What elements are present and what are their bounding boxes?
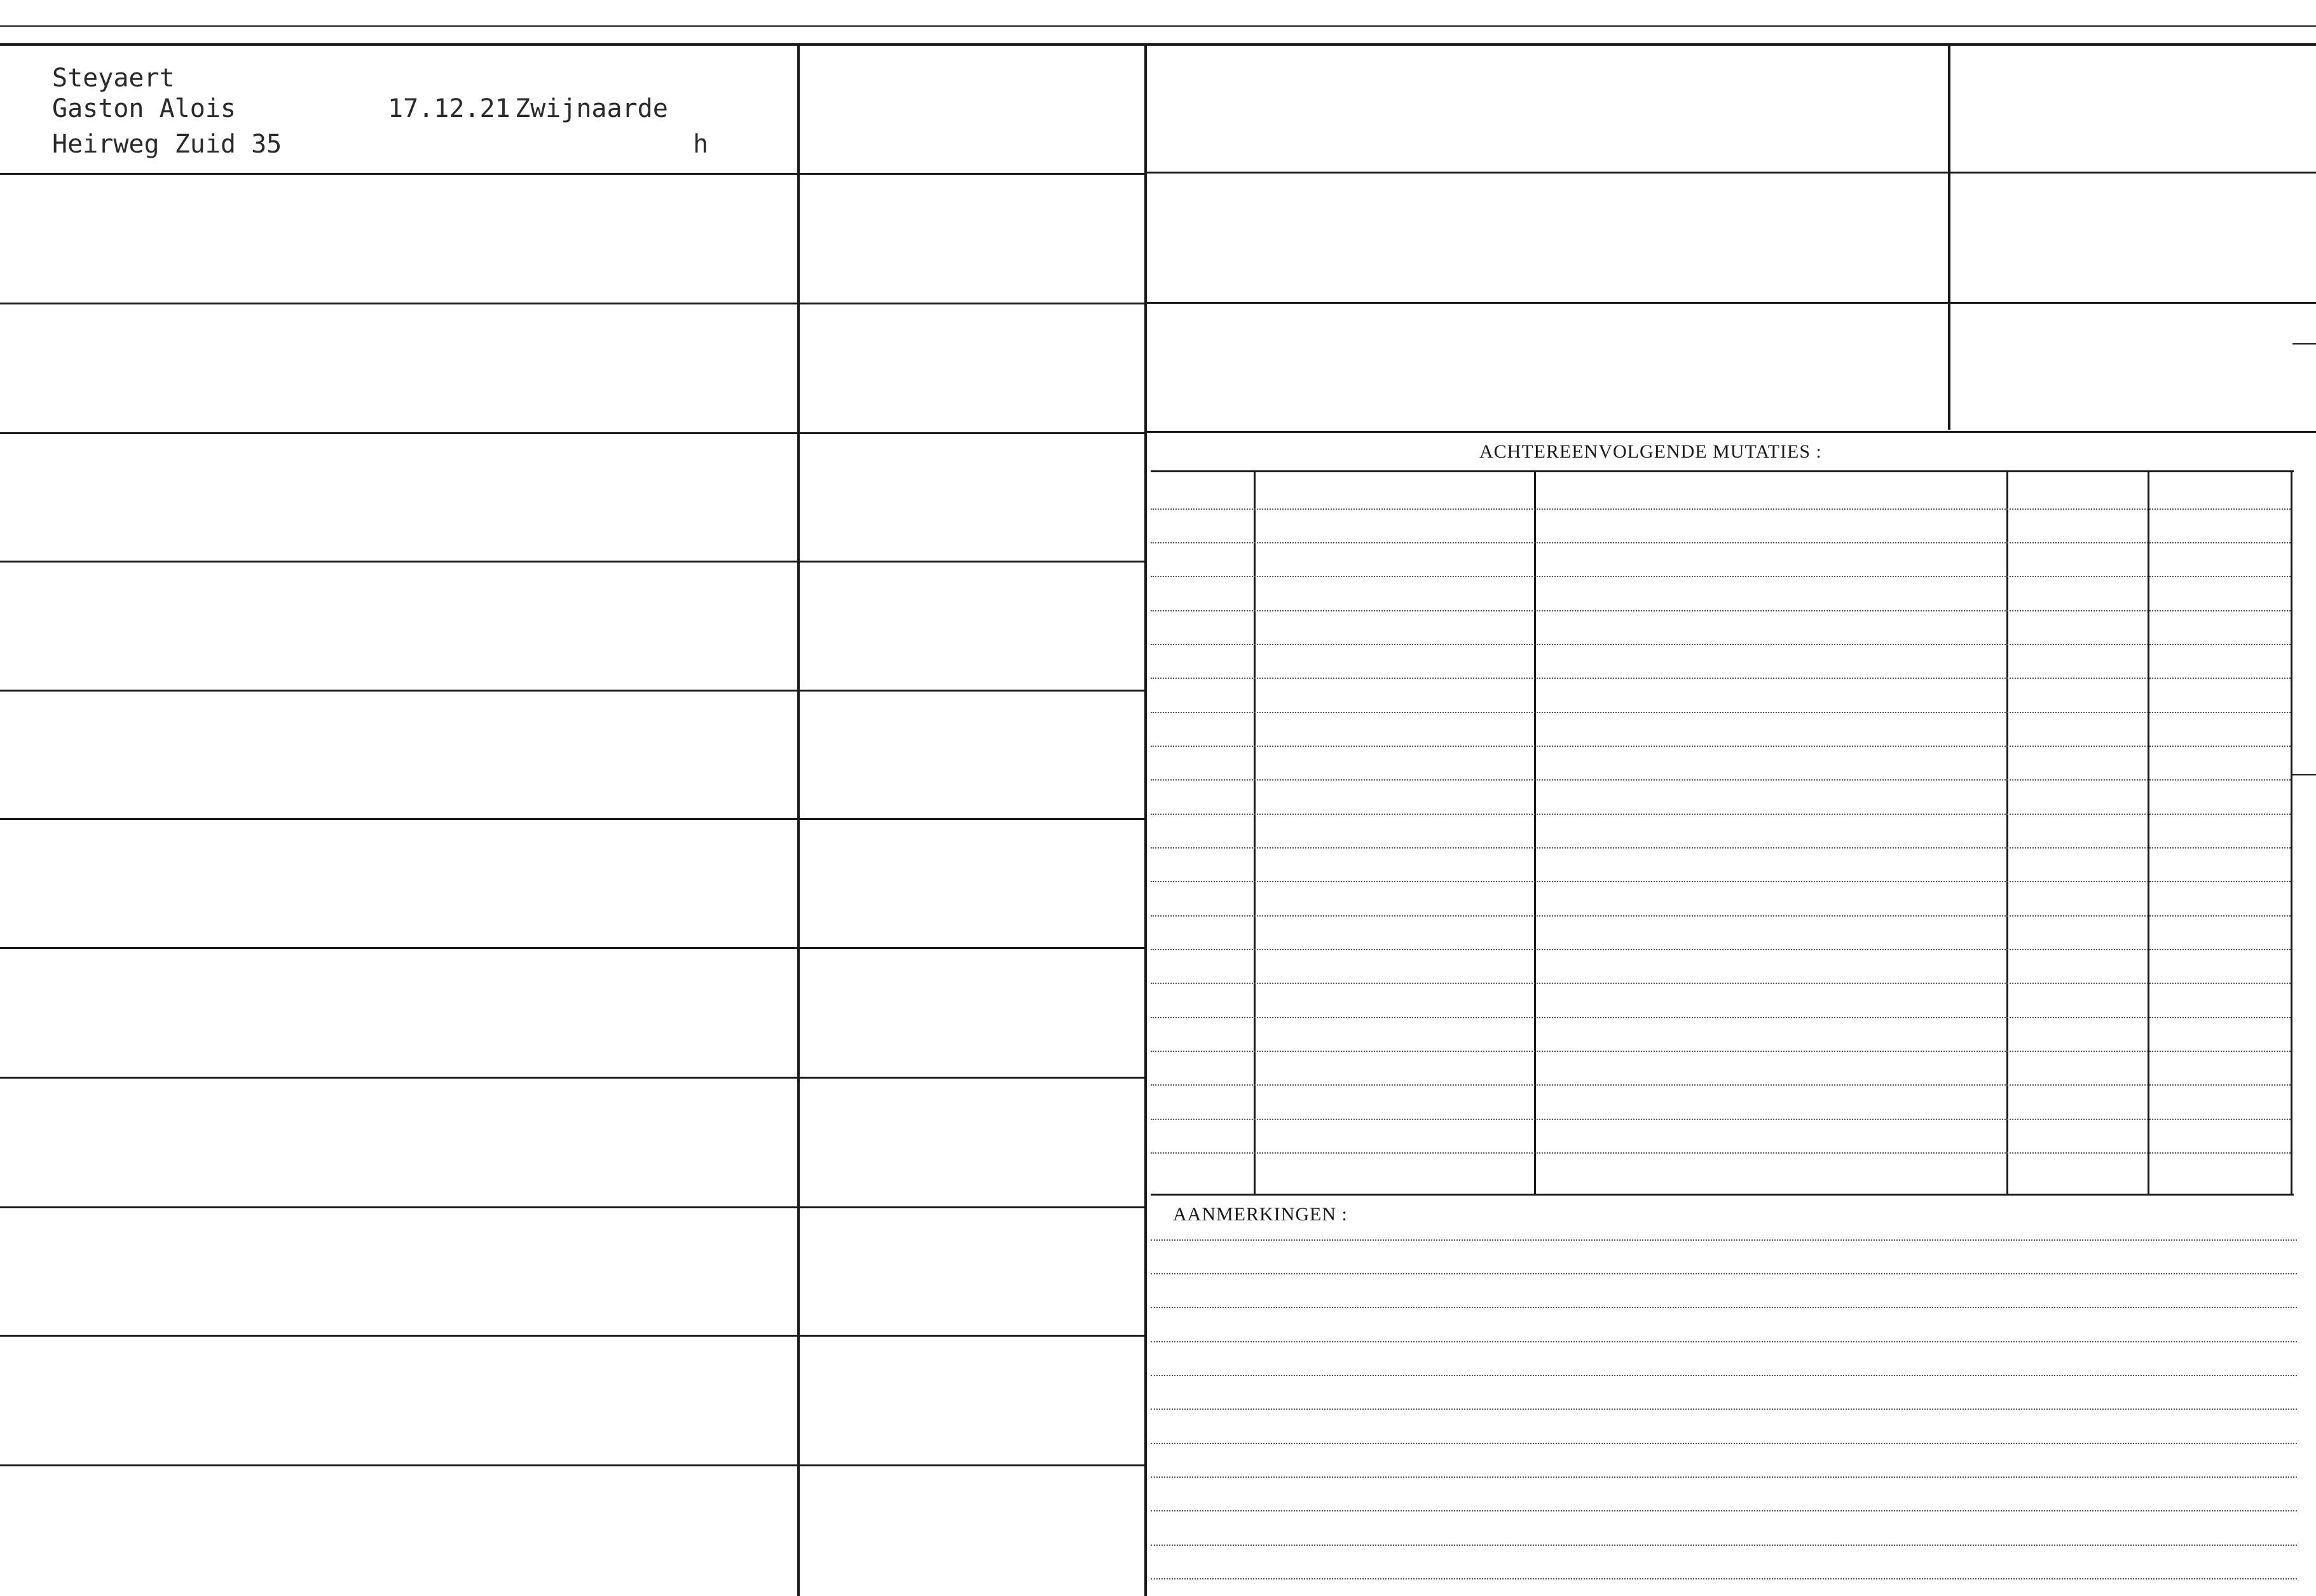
address: Heirweg Zuid 35 — [52, 130, 282, 159]
mutation-line — [1151, 881, 2291, 882]
edge-tick — [2292, 774, 2316, 775]
mutation-line — [1151, 1152, 2291, 1154]
remark-line — [1151, 1239, 2297, 1241]
remark-line — [1151, 1273, 2297, 1274]
mutation-line — [1151, 983, 2291, 984]
row-line — [0, 1077, 1144, 1079]
mutations-col-right — [2291, 472, 2292, 1194]
remark-line — [1151, 1443, 2297, 1444]
right-upper-divider — [1948, 44, 1950, 430]
remark-line — [1151, 1408, 2297, 1410]
status-mark: h — [693, 130, 709, 159]
remark-line — [1151, 1375, 2297, 1376]
mutation-line — [1151, 949, 2291, 950]
row-line — [0, 561, 1144, 563]
remark-line — [1151, 1510, 2297, 1511]
birth-date: 17.12.21 — [388, 94, 510, 123]
mutations-heading: ACHTEREENVOLGENDE MUTATIES : — [1479, 441, 1822, 462]
column-divider-2 — [1144, 44, 1147, 1596]
birth-place: Zwijnaarde — [515, 94, 668, 123]
row-line — [0, 1206, 1144, 1208]
surname: Steyaert — [52, 64, 175, 93]
mutation-line — [1151, 779, 2291, 781]
row-line — [0, 173, 1144, 175]
mutation-line — [1151, 814, 2291, 815]
edge-tick — [2292, 343, 2316, 344]
row-line — [0, 818, 1144, 820]
mutation-line — [1151, 542, 2291, 543]
mutation-line — [1151, 678, 2291, 679]
mutation-line — [1151, 610, 2291, 611]
mutation-line — [1151, 1084, 2291, 1086]
mutation-line — [1151, 1017, 2291, 1018]
mutation-line — [1151, 712, 2291, 713]
row-line — [0, 947, 1144, 949]
right-row-line — [1144, 172, 2316, 174]
remarks-heading: AANMERKINGEN : — [1173, 1204, 1348, 1225]
column-divider-1 — [797, 44, 800, 1596]
row-line — [0, 1335, 1144, 1337]
row-line — [0, 432, 1144, 434]
top-rule-heavy — [0, 43, 2316, 46]
row-line — [0, 303, 1144, 304]
top-rule — [0, 25, 2316, 27]
right-row-line — [1144, 431, 2316, 433]
mutation-line — [1151, 1119, 2291, 1120]
mutation-line — [1151, 508, 2291, 510]
remark-line — [1151, 1307, 2297, 1308]
row-line — [0, 690, 1144, 692]
mutation-line — [1151, 644, 2291, 645]
mutations-table-bottom — [1151, 1194, 2294, 1196]
row-line — [0, 1464, 1144, 1466]
remark-line — [1151, 1578, 2297, 1579]
remark-line — [1151, 1341, 2297, 1342]
mutation-line — [1151, 576, 2291, 577]
given-names: Gaston Alois — [52, 94, 236, 123]
mutations-table-top — [1151, 470, 2294, 472]
mutation-line — [1151, 1051, 2291, 1052]
mutation-line — [1151, 915, 2291, 917]
right-row-line — [1144, 302, 2316, 304]
remark-line — [1151, 1477, 2297, 1478]
remark-line — [1151, 1545, 2297, 1546]
mutation-line — [1151, 847, 2291, 849]
mutation-line — [1151, 746, 2291, 747]
